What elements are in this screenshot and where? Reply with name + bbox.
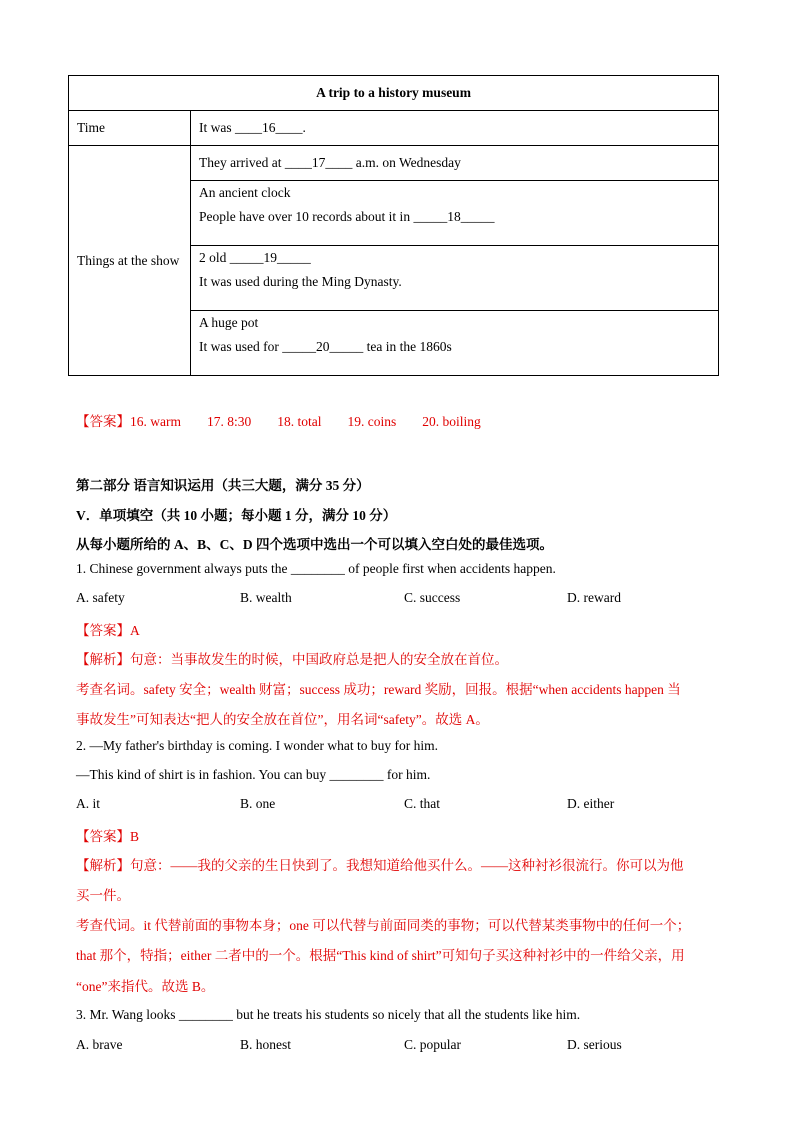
q2-answer: 【答案】B <box>76 829 140 844</box>
q1-option-d: D. reward <box>567 590 621 605</box>
time-value: It was ____16____. <box>191 111 719 146</box>
q2-analysis-1: 【解析】句意：——我的父亲的生日快到了。我想知道给他买什么。——这种衬衫很流行。你可以为他 <box>76 858 684 873</box>
q1-answer: 【答案】A <box>76 623 140 638</box>
part-title: 第二部分 语言知识运用（共三大题，满分 35 分） <box>76 478 370 493</box>
q1-analysis-2: 考查名词。safety 安全；wealth 财富；success 成功；reward 奖励，回报。根据“when accidents happen 当 <box>76 682 681 697</box>
q3-option-b: B. honest <box>240 1037 292 1052</box>
coins-line-2: It was used during the Ming Dynasty. <box>199 274 402 289</box>
table-row <box>69 146 719 181</box>
table-title: A trip to a history museum <box>69 76 719 111</box>
q3-option-c: C. popular <box>404 1037 461 1052</box>
answers-top <box>76 410 507 430</box>
pot-line-2: It was used for _____20_____ tea in the 1860s <box>199 339 452 354</box>
answer-item: 16. warm <box>130 414 181 429</box>
q1-stem: 1. Chinese government always puts the ________ of people first when accidents happen. <box>76 561 556 576</box>
clock-line-2: People have over 10 records about it in _____18_____ <box>199 209 495 224</box>
table-row <box>69 111 719 146</box>
time-label: Time <box>69 111 191 146</box>
trip-table <box>68 75 719 376</box>
answer-item: 18. total <box>277 414 322 429</box>
answer-item: 19. coins <box>347 414 397 429</box>
coins-line-1: 2 old _____19_____ <box>199 250 311 265</box>
answer-item: 17. 8:30 <box>207 414 252 429</box>
pot-line-1: A huge pot <box>199 315 259 330</box>
q2-analysis-4: that 那个，特指；either 二者中的一个。根据“This kind of shirt”可知句子买这种衬衫中的一件给父亲，用 <box>76 948 685 963</box>
q2-analysis-5: “one”来指代。故选 B。 <box>76 979 215 994</box>
q2-analysis-3: 考查代词。it 代替前面的事物本身；one 可以代替与前面同类的事物；可以代替某类事物中的任何一个； <box>76 918 691 933</box>
q2-option-b: B. one <box>240 796 276 811</box>
instruction: 从每小题所给的 A、B、C、D 四个选项中选出一个可以填入空白处的最佳选项。 <box>76 537 554 552</box>
q2-stem-1: 2. —My father's birthday is coming. I wonder what to buy for him. <box>76 738 438 753</box>
sub-title: V．单项填空（共 10 小题；每小题 1 分，满分 10 分） <box>76 508 397 523</box>
q1-analysis-1: 【解析】句意：当事故发生的时候，中国政府总是把人的安全放在首位。 <box>76 652 508 667</box>
q3-option-a: A. brave <box>76 1037 123 1052</box>
pot-cell <box>191 311 719 376</box>
answer-item: 20. boiling <box>422 414 481 429</box>
q2-option-c: C. that <box>404 796 440 811</box>
q3-stem: 3. Mr. Wang looks ________ but he treats his students so nicely that all the students like him. <box>76 1007 581 1022</box>
things-label: Things at the show <box>69 146 191 376</box>
coins-cell <box>191 246 719 311</box>
q1-option-c: C. success <box>404 590 461 605</box>
q2-stem-2: —This kind of shirt is in fashion. You can buy ________ for him. <box>76 767 431 782</box>
q2-option-d: D. either <box>567 796 615 811</box>
q2-option-a: A. it <box>76 796 101 811</box>
clock-line-1: An ancient clock <box>199 185 291 200</box>
arrival-cell: They arrived at ____17____ a.m. on Wednesday <box>191 146 719 181</box>
q1-option-b: B. wealth <box>240 590 292 605</box>
q1-analysis-3: 事故发生”可知表达“把人的安全放在首位”，用名词“safety”。故选 A。 <box>76 712 489 727</box>
answer-label: 【答案】 <box>76 414 130 429</box>
q2-analysis-2: 买一件。 <box>76 888 130 903</box>
q1-option-a: A. safety <box>76 590 125 605</box>
clock-cell <box>191 181 719 246</box>
q3-option-d: D. serious <box>567 1037 622 1052</box>
